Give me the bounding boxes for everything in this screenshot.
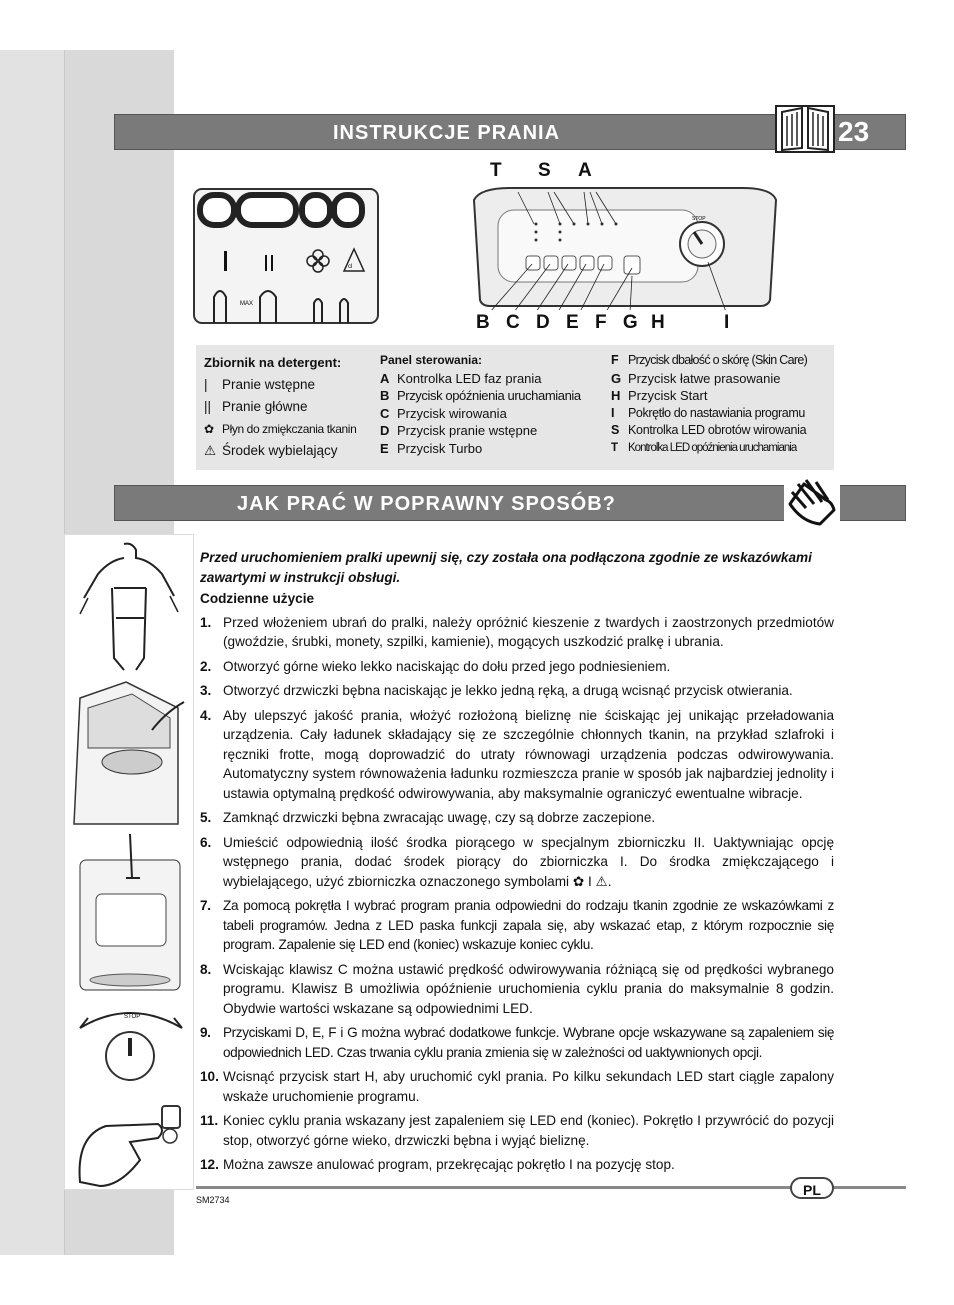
step-9: 9. Przyciskami D, E, F i G można wybrać dodatkowe funkcje. Wybrane opcje wskazywane są zapaleniem się odpowiednich LED. Czas trwania cyklu prania zmienia się w zależności od uaktywnionych opcji. xyxy=(200,1025,834,1060)
instructions xyxy=(200,548,834,1180)
bleach-icon: ⚠ xyxy=(204,443,217,458)
section-header-instructions xyxy=(114,114,776,150)
panel-item-A: A Kontrolka LED faz prania xyxy=(380,370,542,386)
panel-item-I: I Pokrętło do nastawiania programu xyxy=(611,405,805,420)
panel-item-G: G Przycisk łatwe prasowanie xyxy=(611,370,781,386)
svg-text:STOP: STOP xyxy=(124,1014,141,1020)
max-label: MAX xyxy=(240,301,254,307)
detergent-title: Zbiornik na detergent: xyxy=(204,355,342,370)
detergent-item: || Pranie główne xyxy=(204,399,308,414)
panel-item-H: H Przycisk Start xyxy=(611,388,708,403)
person-emptying-pockets-illustration xyxy=(70,538,188,676)
detergent-item: ✿ Płyn do zmiękczania tkanin xyxy=(204,418,356,440)
label-H: H xyxy=(650,312,665,333)
section-title: INSTRUKCJE PRANIA xyxy=(333,122,561,144)
detergent-item: | Pranie wstępne xyxy=(204,377,316,392)
detergent-item: ⚠ Środek wybielający xyxy=(204,440,356,462)
flower-icon: ✿ xyxy=(204,422,214,436)
panel-item-S: S Kontrolka LED obrotów wirowania xyxy=(611,423,807,437)
panel-legend-right xyxy=(611,352,807,457)
stop-label: STOP xyxy=(692,216,706,222)
label-C: C xyxy=(506,312,520,333)
label-D: D xyxy=(536,312,550,333)
panel-title: Panel sterowania: xyxy=(380,353,483,367)
start-button-hand-illustration xyxy=(70,1096,190,1188)
step-2: 2. Otworzyć górne wieko lekko naciskając do dołu przed jego podniesieniem. xyxy=(200,658,671,674)
detergent-legend xyxy=(204,352,356,462)
step-10: 10. Wcisnąć przycisk start H, aby uruchomić cykl prania. Po kilku sekundach LED start ciągle zapalony wskaże uruchomienie programu. xyxy=(200,1069,834,1104)
label-B: B xyxy=(476,312,490,333)
intro-note: Przed uruchomieniem pralki upewnij się, czy została ona podłączona zgodnie ze wskazówkami zawartymi w instrukcji obsługi. xyxy=(200,550,812,585)
panel-item-T: T Kontrolka LED opóźnienia uruchamiania xyxy=(611,441,797,454)
label-T: T xyxy=(490,160,502,181)
label-E: E xyxy=(566,312,579,333)
program-knob-illustration xyxy=(70,1002,190,1098)
language-badge: PL xyxy=(790,1177,834,1199)
svg-text:cl: cl xyxy=(348,264,353,270)
document-code: SM2734 xyxy=(196,1195,230,1205)
control-panel-diagram xyxy=(470,180,782,310)
panel-item-B: B Przycisk opóźnienia uruchamiania xyxy=(380,388,581,403)
open-lid-illustration xyxy=(66,678,190,828)
step-12: 12. Można zawsze anulować program, przekręcając pokrętło I na pozycję stop. xyxy=(200,1157,675,1172)
step-11: 11. Koniec cyklu prania wskazany jest zapaleniem się LED end (koniec). Pokrętło I przywrócić do pozycji stop, otworzyć górne wieko, drzwiczki bębna i wyjąć bieliznę. xyxy=(200,1113,834,1148)
page-number: 23 xyxy=(838,116,870,147)
panel-item-E: E Przycisk Turbo xyxy=(380,440,483,456)
section-title: JAK PRAĆ W POPRAWNY SPOSÓB? xyxy=(237,493,616,515)
side-tab-lower xyxy=(0,700,65,1255)
detergent-drawer-diagram xyxy=(192,187,382,327)
label-G: G xyxy=(622,312,638,333)
step-6: 6. Umieścić odpowiednią ilość środka piorącego w specjalnym zbiorniczku II. Uaktywniając opcję wstępnego prania, dodać środek piorący do zbiorniczka I. Do środka zmiękczającego i wybielającego, użyć zbiorniczka oznaczonego symbolami ✿ I ⚠. xyxy=(200,834,834,889)
book-icon xyxy=(774,100,836,156)
step-1: 1. Przed włożeniem ubrań do pralki, należy opróżnić kieszenie z twardych i zaostrzonych przedmiotów (gwoździe, śrubki, monety, szpilki, kamienie), mogących uszkodzić pralkę i ubrania. xyxy=(200,614,834,649)
panel-item-D: D Przycisk pranie wstępne xyxy=(380,423,538,438)
hand-icon xyxy=(784,474,840,530)
step-7: 7. Za pomocą pokrętła I wybrać program prania odpowiedni do rodzaju tkanin zgodnie ze wskazówkami z tabeli programów. Jedna z LED paska funkcji zapala się, aby wskazać etap, z którym rozpocznie się program. Zapalenie się LED end (koniec) wskazuje koniec cyklu. xyxy=(200,898,834,952)
step-8: 8. Wciskając klawisz C można ustawić prędkość odwirowywania różniącą się od prędkości wybranego programu. Klawisz B umożliwia opóźnienie uruchomienia cyklu prania do maksymalnie 8 godzin. Obydwie wartości wskazane są odpowiednimi LED. xyxy=(200,961,834,1016)
subtitle-daily-use: Codzienne użycie xyxy=(200,591,315,606)
label-F: F xyxy=(595,312,607,333)
step-5: 5. Zamknąć drzwiczki bębna zwracając uwagę, czy są dobrze zaczepione. xyxy=(200,810,656,825)
add-detergent-illustration xyxy=(70,830,190,998)
label-A: A xyxy=(578,160,592,181)
label-I: I xyxy=(724,312,730,333)
panel-legend xyxy=(380,352,581,457)
step-3: 3. Otworzyć drzwiczki bębna naciskając je lekko jedną ręką, a drugą wcisnąć przycisk otwierania. xyxy=(200,683,793,698)
step-4: 4. Aby ulepszyć jakość prania, włożyć rozłożoną bieliznę nie ściskając jej unikając przeładowania urządzenia. Cały ładunek składający się ze szczególnie chłonnych tkanin, na przykład szlafroki i ręczniki frotte, mogą doprowadzić do utraty równowagi urządzenia podczas odwirowywania. Automatyczny system równoważenia ładunku rozmieszcza pranie w sposób jak najbardziej jednolity i ustawia optymalną prędkość odwirowywania, aby maksymalnie ograniczyć ewentualne wibracje. xyxy=(200,707,834,801)
panel-item-F: F Przycisk dbałość o skórę (Skin Care) xyxy=(611,353,808,367)
panel-item-C: C Przycisk wirowania xyxy=(380,405,507,421)
label-S: S xyxy=(538,160,551,181)
side-tab-upper xyxy=(0,50,65,700)
